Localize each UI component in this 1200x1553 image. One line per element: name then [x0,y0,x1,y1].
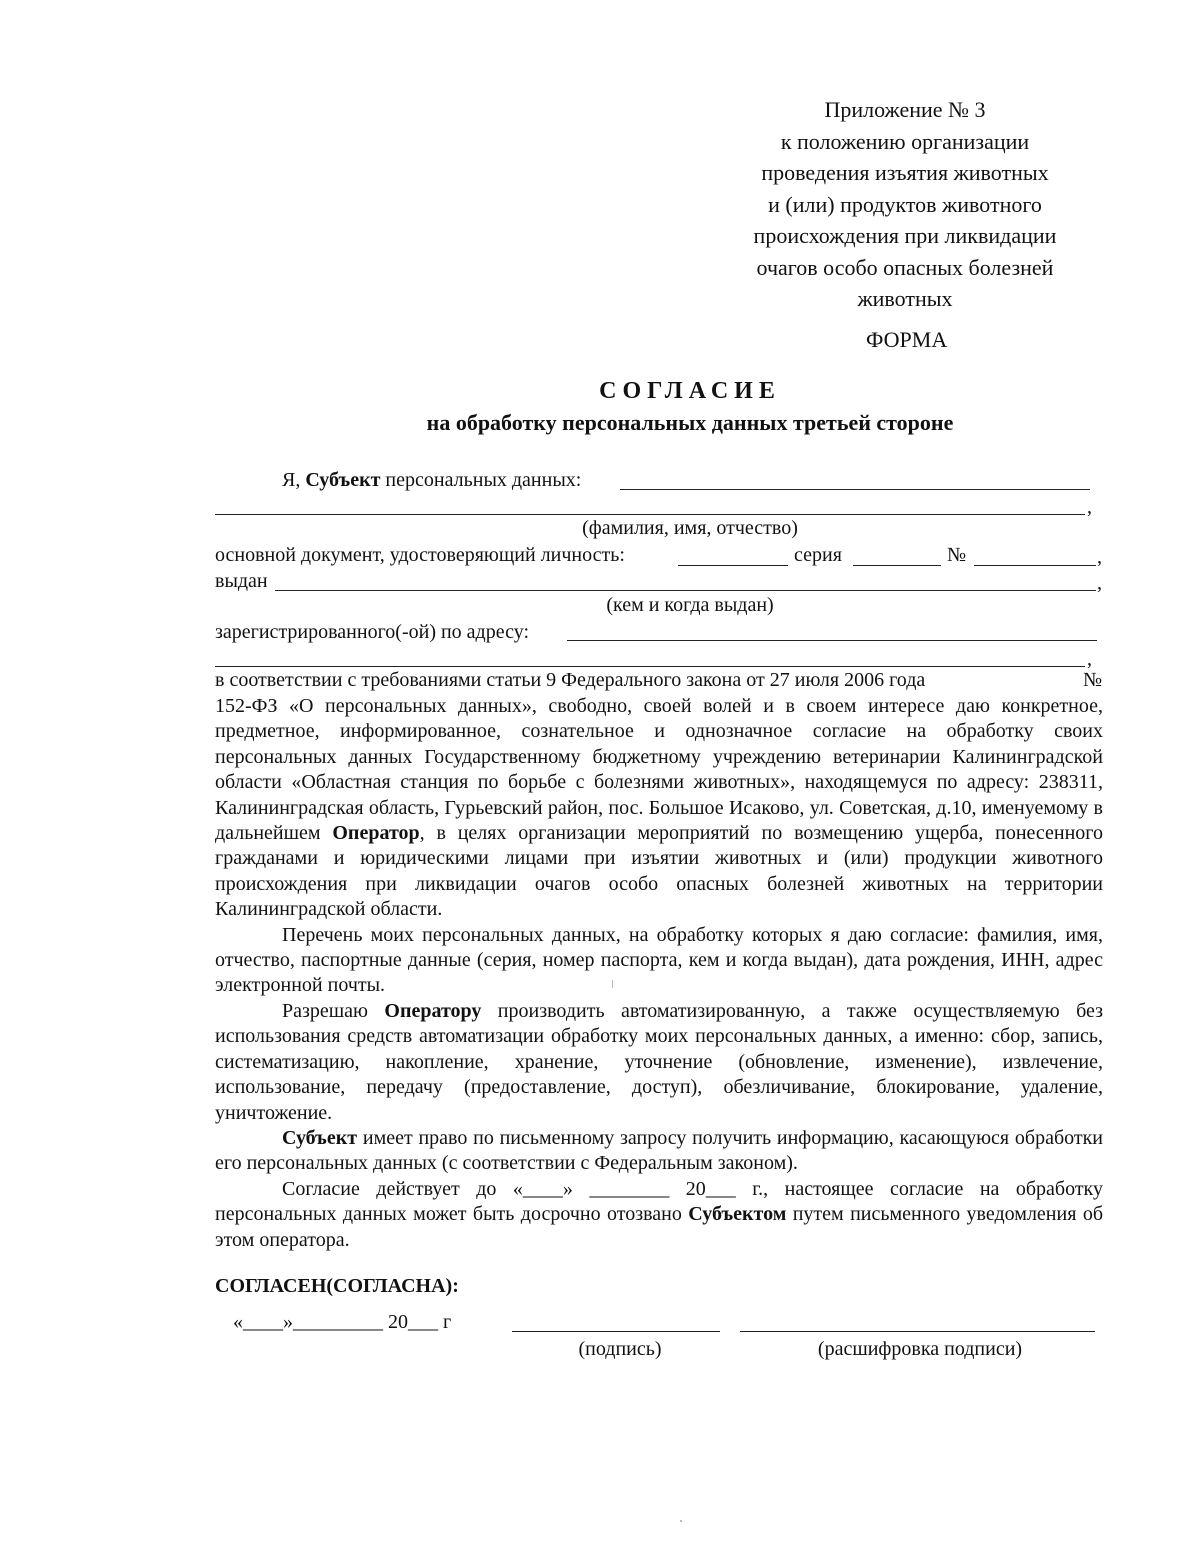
paragraph-2: Перечень моих персональных данных, на обработку которых я даю согласие: фамилия, имя, отчество, паспортные данные (серия, номер паспорта, кем и когда выдан), дата рождения, ИНН, адрес электронной почты. [215,923,1103,997]
signature-caption: (подпись) [578,1338,662,1360]
paragraph-1: 152-ФЗ «О персональных данных», свободно, своей волей и в своем интересе даю конкретное, предметное, информированное, сознательное и однозначное согласие на обработку своих персональных данных Государственному бюджетному учреждению ветеринарии Калининградской области «Областная станция по борьбе с болезнями животных», находящемуся по адресу: 238311, Калининградская область, Гурьевский район, пос. Большое Исаково, ул. Советская, д.10, именуемому в дальнейшем Оператор, в целях организации мероприятий по возмещению ущерба, понесенного гражданами и юридическими лицами при изъятии животных и (или) продукции животного происхождения при ликвидации очагов особо опасных болезней животных на территории Калининградской области. [215,695,1104,921]
subject-bold: Субъект [305,469,381,491]
comma: , [1087,648,1092,670]
subject-suffix: персональных данных: [385,469,582,491]
agree-heading: СОГЛАСЕН(СОГЛАСНА): [215,1275,459,1297]
paragraph-3: Разрешаю Оператору производить автоматизированную, а также осуществляемую без использования средств автоматизации обработку моих персональных данных, а именно: сбор, запись, систематизацию, накопление, хранение, уточнение (обновление, изменение), извлечение, использование, передачу (предоставление, доступ), обезличивание, блокирование, удаление, уничтожение. [215,999,1104,1124]
number-sign: № [1083,669,1103,691]
issued-label: выдан [215,570,268,592]
body-text [215,694,1103,1253]
appendix-line: проведения изъятия животных [761,160,1049,185]
paragraph-5: Согласие действует до «____» ________ 20___ г., настоящее согласие на обработку персональных данных может быть досрочно отозвано Субъектом путем письменного уведомления об этом оператора. [215,1177,1103,1251]
fio-field-2[interactable] [215,514,1085,515]
appendix-line: Приложение № 3 [824,97,986,122]
subject-bold: Субъектом [688,1203,787,1226]
issued-field[interactable] [275,590,1096,591]
paragraph-4: Субъект имеет право по письменному запросу получить информацию, касающуюся обработки его персональных данных (с соответствии с Федеральным законом). [215,1126,1104,1175]
address-label: зарегистрированного(-ой) по адресу: [215,621,530,643]
document-title: СОГЛАСИЕ [599,378,781,404]
scan-speck [680,1520,682,1522]
subject-prefix: Я, [282,469,301,491]
doc-type-field[interactable] [678,565,788,566]
series-label: серия [794,544,842,566]
number-field[interactable] [974,565,1096,566]
decode-caption: (расшифровка подписи) [817,1338,1023,1360]
scan-speck [612,980,613,988]
appendix-line: очагов особо опасных болезней [756,254,1054,280]
comma: , [1097,546,1102,568]
doc-label: основной документ, удостоверяющий личность: [215,544,625,566]
agree-date[interactable]: «____»_________ 20___ г [233,1311,452,1333]
appendix-line: происхождения при ликвидации [753,223,1057,248]
operator-bold: Оператору [384,999,482,1022]
series-field[interactable] [853,565,941,566]
comma: , [1097,572,1102,594]
fio-field[interactable] [620,489,1090,490]
address-field-2[interactable] [215,666,1085,667]
subject-label [282,469,581,492]
appendix-line: животных [857,286,953,311]
operator-bold: Оператор [332,822,420,845]
signature-field[interactable] [512,1331,720,1332]
issued-caption: (кем и когда выдан) [606,594,774,616]
address-field[interactable] [567,640,1097,641]
document-subtitle: на обработку персональных данных третьей стороне [426,410,954,435]
number-label: № [947,544,967,566]
signature-decode-field[interactable] [740,1331,1095,1332]
appendix-block [715,94,1095,315]
appendix-line: и (или) продуктов животного [768,191,1042,217]
form-label: ФОРМА [866,327,948,352]
body-first-line: в соответствии с требованиями статьи 9 Федерального закона от 27 июля 2006 года [215,669,926,691]
comma: , [1087,496,1092,518]
subject-bold: Субъект [282,1126,358,1149]
fio-caption: (фамилия, имя, отчество) [582,517,798,539]
appendix-line: к положению организации [780,128,1030,154]
